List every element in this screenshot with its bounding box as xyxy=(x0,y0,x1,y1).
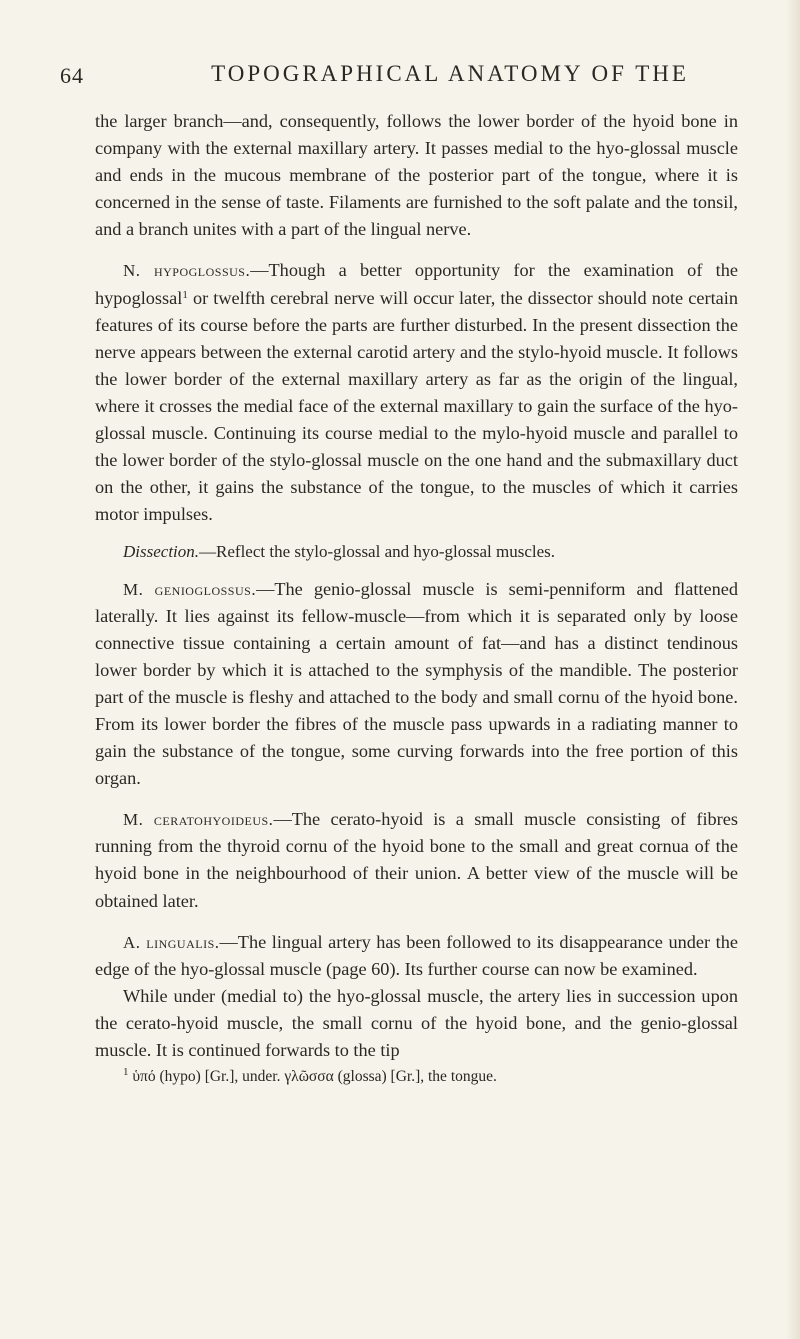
section-heading-lingualis: A. lingualis. xyxy=(123,932,220,952)
section-heading-ceratohyoideus: M. ceratohyoideus. xyxy=(123,810,274,830)
page-number: 64 xyxy=(60,63,84,88)
paragraph-genioglossus xyxy=(95,576,738,793)
dissection-text: —Reflect the stylo-glossal and hyo-glossal muscles. xyxy=(199,542,556,562)
paragraph-ceratohyoideus-text: —The cerato-hyoid is a small muscle consisting of fibres running from the thyroid cornu of the hyoid bone to the small and great cornua of the hyoid bone in the neighbourhood of their union. A better view of the muscle will be obtained later. xyxy=(95,809,738,911)
body-text xyxy=(95,108,738,1088)
section-heading-hypoglossus: N. hypoglossus. xyxy=(123,261,251,281)
dissection-label: Dissection. xyxy=(123,542,200,562)
paragraph-hypoglossus xyxy=(95,257,738,528)
footnote-reference: 1 xyxy=(182,288,188,301)
running-title: TOPOGRAPHICAL ANATOMY OF THE xyxy=(211,61,689,86)
section-heading-genioglossus: M. genioglossus. xyxy=(123,579,257,599)
page-edge-shadow xyxy=(786,0,800,1339)
footnote-text: ὑπό (hypo) [Gr.], under. γλῶσσα (glossa) [Gr.], the tongue. xyxy=(128,1068,497,1086)
paragraph-lingualis-text: —The lingual artery has been followed to its disappearance under the edge of the hyo-glossal muscle (page 60). Its further course can now be examined. xyxy=(95,931,738,979)
paragraph-hypoglossus-text-b: or twelfth cerebral nerve will occur later, the dissector should note certain features of its course before the parts are further disturbed. In the present dissection the nerve appears between the external carotid artery and the stylo-hyoid muscle. It follows the lower border of the external maxillary artery as far as the origin of the lingual, where it crosses the medial face of the external maxillary to gain the surface of the hyo-glossal muscle. Continuing its course medial to the mylo-hyoid muscle and parallel to the lower border of the stylo-glossal muscle on the one hand and the submaxillary duct on the other, it gains the substance of the tongue, to the muscles of which it carries motor impulses. xyxy=(95,287,738,525)
paragraph-lingual-course: While under (medial to) the hyo-glossal muscle, the artery lies in succession upon the cerato-hyoid muscle, the small cornu of the hyoid bone, and the genio-glossal muscle. It is continued forwards to the tip xyxy=(95,985,738,1060)
page-header xyxy=(60,57,740,97)
paragraph-chorda-branch: the larger branch—and, consequently, follows the lower border of the hyoid bone in company with the external maxillary artery. It passes medial to the hyo-glossal muscle and ends in the mucous membrane of the posterior part of the tongue, where it is concerned in the sense of taste. Filaments are furnished to the soft palate and the tonsil, and a branch unites with a part of the lingual nerve. xyxy=(95,111,738,240)
footnote xyxy=(95,1066,738,1088)
footnote-marker: 1 xyxy=(123,1066,129,1079)
dissection-instruction xyxy=(95,538,738,565)
paragraph-lingualis xyxy=(95,929,738,983)
paragraph-genioglossus-text: —The genio-glossal muscle is semi-penniform and flattened laterally. It lies against its fellow-muscle—from which it is separated only by loose connective tissue containing a certain amount of fat—and has a distinct tendinous lower border by which it is attached to the symphysis of the mandible. The posterior part of the muscle is fleshy and attached to the body and small cornu of the hyoid bone. From its lower border the fibres of the muscle pass upwards in a radiating manner to gain the substance of the tongue, some curving forwards into the free portion of this organ. xyxy=(95,578,738,789)
paragraph-ceratohyoideus xyxy=(95,806,738,914)
paragraph-hypoglossus-text-a: —Though a better opportunity for the examination of the hypoglossal xyxy=(95,260,738,308)
